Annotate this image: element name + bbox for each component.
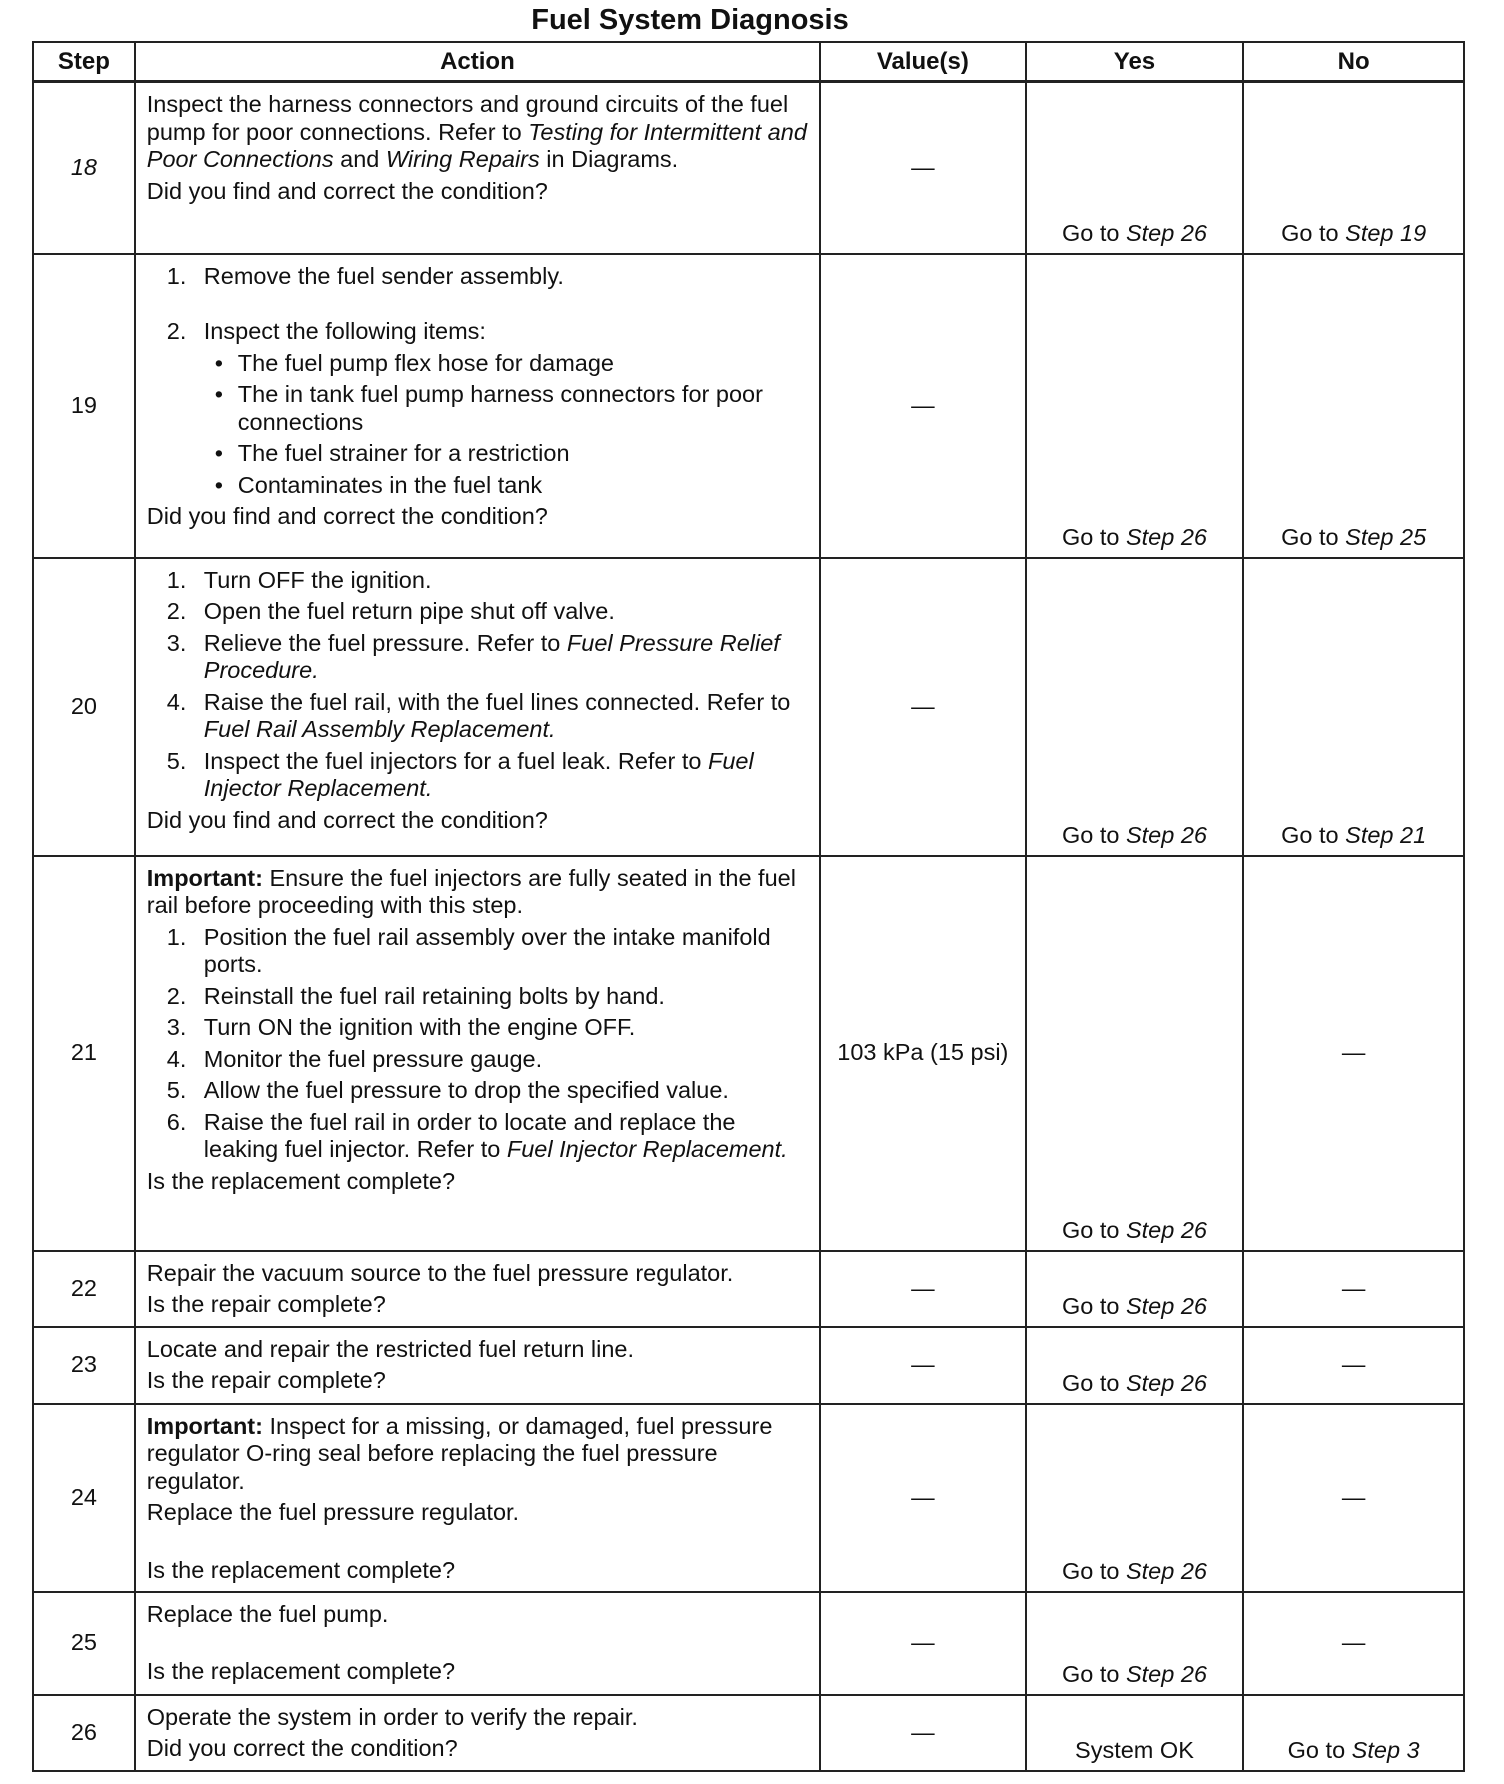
no-step-link[interactable]: Step 19 [1345,220,1427,246]
go-to-label: Go to [1061,822,1120,848]
step-index: 3. [166,629,187,656]
action-cell [135,1592,820,1695]
bullet-text: The fuel pump flex hose for damage [237,349,614,376]
go-to-label: Go to [1061,1558,1120,1584]
yes-cell [1026,1327,1244,1404]
action-text: Locate and repair the restricted fuel return line. [146,1335,635,1362]
no-value-text: — [1341,1629,1366,1656]
step-text: Raise the fuel rail, with the fuel lines connected. Refer to [203,688,791,715]
no-value-text: — [1341,1274,1366,1301]
yes-step-link[interactable]: Step 26 [1125,1293,1207,1319]
reference-link[interactable]: Wiring Repairs [385,146,540,172]
numbered-steps [147,263,809,291]
step-text: Position the fuel rail assembly over the intake manifold ports. [203,923,771,977]
step-index: 2. [166,598,187,624]
no-step-link[interactable]: Step 21 [1345,822,1427,848]
important-label: Important: [146,864,263,891]
go-to-label: Go to [1061,524,1120,550]
reference-link[interactable]: Testing for Intermittent and Poor Connections [146,118,807,172]
go-to-label: Go to [1287,1737,1346,1763]
question-text: Did you find and correct the condition? [146,503,548,529]
step-index: 6. [166,1108,187,1135]
value-text: — [911,1351,935,1378]
go-to-label: Go to [1281,822,1339,848]
system-ok-text: System OK [1075,1737,1194,1763]
table-header-row [33,42,1464,82]
yes-step-link[interactable]: Step 26 [1125,1661,1207,1687]
step-index: 2. [166,318,187,344]
value-cell [820,1327,1026,1404]
question-text: Did you find and correct the condition? [146,177,548,204]
important-note [147,1413,809,1496]
action-cell [135,1695,820,1771]
step-index: 4. [166,688,187,715]
bullet-icon: • [214,440,224,466]
table-row-step-19 [33,254,1464,558]
action-cell [135,1404,820,1592]
table-row-step-25 [33,1592,1464,1695]
value-cell [820,856,1026,1251]
action-text-part: in Diagrams. [546,146,679,172]
step-number: 20 [33,558,135,856]
bullet-item [147,381,809,436]
numbered-step [147,924,809,979]
action-text: Operate the system in order to verify the repair. [146,1703,638,1730]
go-to-label: Go to [1281,220,1339,246]
step-index: 5. [166,1077,187,1103]
bullet-item [147,440,809,468]
numbered-step [147,1109,809,1164]
step-index: 4. [166,1045,187,1072]
step-text: Remove the fuel sender assembly. [203,262,564,289]
numbered-step [147,748,809,803]
step-index: 5. [166,747,187,774]
action-text: Repair the vacuum source to the fuel pressure regulator. [146,1259,734,1286]
bullet-icon: • [214,349,224,376]
step-text: Inspect the following items: [203,318,486,344]
yes-cell [1026,856,1244,1251]
action-text: Replace the fuel pressure regulator. [146,1499,520,1525]
action-cell [135,254,820,558]
table-row-step-18 [33,82,1464,254]
bullet-text: Contaminates in the fuel tank [237,471,543,498]
value-cell [820,254,1026,558]
step-number: 24 [33,1404,135,1592]
table-row-step-24 [33,1404,1464,1592]
go-to-label: Go to [1061,1293,1120,1319]
yes-cell [1026,1592,1244,1695]
no-cell [1243,254,1464,558]
header-values: Value(s) [820,42,1026,82]
yes-cell [1026,1695,1244,1771]
numbered-step [147,1014,809,1042]
yes-step-link[interactable]: Step 26 [1125,1558,1207,1584]
table-row-step-22 [33,1251,1464,1327]
bullet-text: The fuel strainer for a restriction [237,440,570,466]
value-text: — [911,1483,935,1510]
numbered-step [147,1077,809,1105]
step-text: Inspect the fuel injectors for a fuel leak. Refer to [203,747,702,774]
value-cell [820,82,1026,254]
document-title: Fuel System Diagnosis [531,4,849,36]
bullet-text: The in tank fuel pump harness connectors for poor connections [237,381,763,435]
step-number: 21 [33,856,135,1251]
important-note [147,865,809,920]
no-value-text: — [1341,1351,1366,1378]
header-action: Action [135,42,820,82]
numbered-step [147,689,809,744]
question-text: Is the repair complete? [146,1291,386,1317]
bullet-icon: • [214,471,224,498]
table-row-step-26 [33,1695,1464,1771]
action-cell [135,856,820,1251]
table-row-step-23 [33,1327,1464,1404]
yes-step-link[interactable]: Step 26 [1125,220,1207,246]
no-cell [1243,1592,1464,1695]
value-cell [820,1251,1026,1327]
action-text: Replace the fuel pump. [146,1600,389,1627]
step-text: Reinstall the fuel rail retaining bolts by hand. [203,982,665,1009]
go-to-label: Go to [1061,1661,1120,1687]
numbered-steps [147,318,809,346]
step-text: Allow the fuel pressure to drop the specified value. [203,1077,729,1103]
numbered-step [147,630,809,685]
yes-cell [1026,558,1244,856]
yes-step-link[interactable]: Step 26 [1125,524,1207,550]
bullet-list [147,350,809,500]
header-no: No [1243,42,1464,82]
action-text [147,91,809,174]
reference-link[interactable]: Fuel Pressure Relief Procedure. [203,629,780,683]
step-number: 18 [33,82,135,254]
value-text: — [911,391,935,418]
go-to-label: Go to [1281,524,1339,550]
numbered-step [147,983,809,1011]
no-cell [1243,1695,1464,1771]
reference-link[interactable]: Fuel Injector Replacement. [203,747,754,801]
no-value-text: — [1341,1039,1366,1066]
step-index: 2. [166,982,187,1009]
yes-cell [1026,1251,1244,1327]
bullet-icon: • [214,381,224,407]
numbered-step [147,318,809,346]
action-text-part: Inspect the harness connectors and ground circuits of the fuel pump for poor connections. Refer to [146,91,789,145]
no-cell [1243,558,1464,856]
important-label: Important: [146,1412,263,1439]
step-number: 19 [33,254,135,558]
header-step: Step [33,42,135,82]
reference-link[interactable]: Fuel Injector Replacement. [506,1136,788,1162]
yes-cell [1026,1404,1244,1592]
table-row-step-20 [33,558,1464,856]
question-text: Is the repair complete? [146,1367,386,1393]
numbered-steps [147,924,809,1164]
go-to-label: Go to [1061,220,1120,246]
numbered-step [147,567,809,595]
value-cell [820,1592,1026,1695]
no-step-link[interactable]: Step 3 [1351,1737,1420,1763]
step-index: 1. [166,262,187,289]
bullet-item [147,350,809,378]
important-text: Ensure the fuel injectors are fully seated in the fuel rail before proceeding with this step. [146,864,796,918]
step-number: 22 [33,1251,135,1327]
table-row-step-21 [33,856,1464,1251]
action-text-part: and [340,146,380,172]
question-text: Is the replacement complete? [146,1167,456,1194]
value-cell [820,1404,1026,1592]
value-cell [820,1695,1026,1771]
numbered-step [147,598,809,626]
value-cell [820,558,1026,856]
important-text: Inspect for a missing, or damaged, fuel pressure regulator O-ring seal before replacing the fuel pressure regulator. [146,1412,773,1494]
step-index: 1. [166,923,187,950]
step-text: Relieve the fuel pressure. Refer to [203,629,561,656]
step-text: Monitor the fuel pressure gauge. [203,1045,543,1072]
value-text: — [911,1718,935,1745]
no-cell [1243,856,1464,1251]
no-step-link[interactable]: Step 25 [1345,524,1427,550]
go-to-label: Go to [1061,1217,1120,1243]
yes-cell [1026,82,1244,254]
value-text: — [911,154,935,180]
no-value-text: — [1341,1483,1366,1510]
step-text: Open the fuel return pipe shut off valve. [203,598,615,624]
step-text: Raise the fuel rail in order to locate and replace the leaking fuel injector. Refer to [203,1108,736,1162]
bullet-item [147,472,809,500]
diagnosis-table [32,41,1465,1772]
action-cell [135,558,820,856]
no-cell [1243,82,1464,254]
step-text: Turn ON the ignition with the engine OFF. [203,1014,636,1040]
no-cell [1243,1404,1464,1592]
action-cell [135,1327,820,1404]
step-number: 23 [33,1327,135,1404]
numbered-step [147,263,809,291]
action-cell [135,82,820,254]
action-cell [135,1251,820,1327]
question-text: Is the replacement complete? [146,1658,456,1684]
no-cell [1243,1251,1464,1327]
question-text: Did you correct the condition? [146,1735,458,1761]
yes-step-link[interactable]: Step 26 [1125,1370,1207,1396]
step-text: Turn OFF the ignition. [203,566,432,593]
value-text: — [911,1274,935,1301]
step-index: 1. [166,566,187,593]
yes-step-link[interactable]: Step 26 [1125,822,1207,848]
reference-link[interactable]: Fuel Rail Assembly Replacement. [203,716,556,742]
no-cell [1243,1327,1464,1404]
step-index: 3. [166,1014,187,1040]
value-text: — [911,692,935,719]
question-text: Is the replacement complete? [146,1556,456,1583]
step-number: 25 [33,1592,135,1695]
step-number: 26 [33,1695,135,1771]
question-text: Did you find and correct the condition? [146,806,548,833]
value-text: 103 kPa (15 psi) [837,1039,1009,1066]
numbered-step [147,1046,809,1074]
numbered-steps [147,567,809,803]
yes-cell [1026,254,1244,558]
yes-step-link[interactable]: Step 26 [1125,1217,1207,1243]
header-yes: Yes [1026,42,1244,82]
value-text: — [911,1629,935,1656]
go-to-label: Go to [1061,1370,1120,1396]
